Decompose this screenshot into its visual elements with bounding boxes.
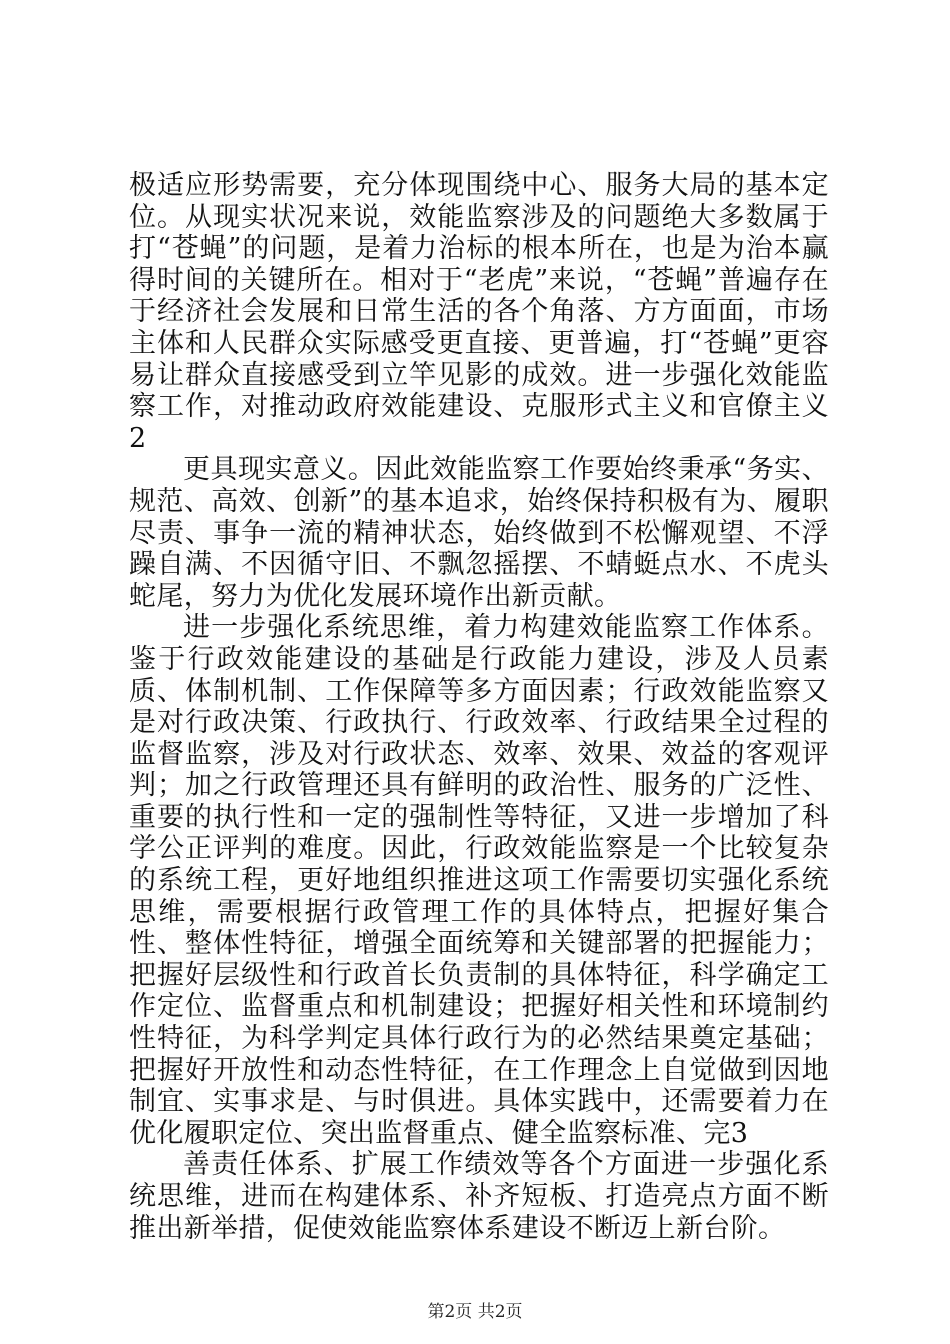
paragraph-conclusion: 善责任体系、扩展工作绩效等各个方面进一步强化系统思维，进而在构建体系、补齐短板、打造亮点方面不断推出新举措，促使效能监察体系建设不断迈上新台阶。 bbox=[129, 1149, 829, 1244]
page-number-footer: 第2页 共2页 bbox=[427, 1302, 523, 1322]
paragraph-practical-significance: 更具现实意义。因此效能监察工作要始终秉承“务实、规范、高效、创新”的基本追求，始终保持积极有为、履职尽责、事争一流的精神状态，始终做到不松懈观望、不浮躁自满、不因循守旧、不飘忽摇摆、不蜻蜓点水、不虎头蛇尾，努力为优化发展环境作出新贡献。 bbox=[129, 454, 829, 612]
paragraph-system-thinking: 进一步强化系统思维，着力构建效能监察工作体系。鉴于行政效能建设的基础是行政能力建设，涉及人员素质、体制机制、工作保障等多方面因素；行政效能监察又是对行政决策、行政执行、行政效率、行政结果全过程的监督监察，涉及对行政状态、效率、效果、效益的客观评判；加之行政管理还具有鲜明的政治性、服务的广泛性、重要的执行性和一定的强制性等特征，又进一步增加了科学公正评判的难度。因此，行政效能监察是一个比较复杂的系统工程，更好地组织推进这项工作需要切实强化系统思维，需要根据行政管理工作的具体特点，把握好集合性、整体性特征，增强全面统筹和关键部署的把握能力；把握好层级性和行政首长负责制的具体特征，科学确定工作定位、监督重点和机制建设；把握好相关性和环境制约性特征，为科学判定具体行政行为的必然结果奠定基础；把握好开放性和动态性特征，在工作理念上自觉做到因地制宜、实事求是、与时俱进。具体实践中，还需要着力在优化履职定位、突出监督重点、健全监察标准、完3 bbox=[129, 612, 829, 1149]
paragraph-continuation: 极适应形势需要，充分体现围绕中心、服务大局的基本定位。从现实状况来说，效能监察涉及的问题绝大多数属于打“苍蝇”的问题，是着力治标的根本所在，也是为治本赢得时间的关键所在。相对于“老虎”来说，“苍蝇”普遍存在于经济社会发展和日常生活的各个角落、方方面面，市场主体和人民群众实际感受更直接、更普遍，打“苍蝇”更容易让群众直接感受到立竿见影的成效。进一步强化效能监察工作，对推动政府效能建设、克服形式主义和官僚主义2 bbox=[129, 170, 829, 454]
document-body bbox=[129, 170, 829, 1244]
